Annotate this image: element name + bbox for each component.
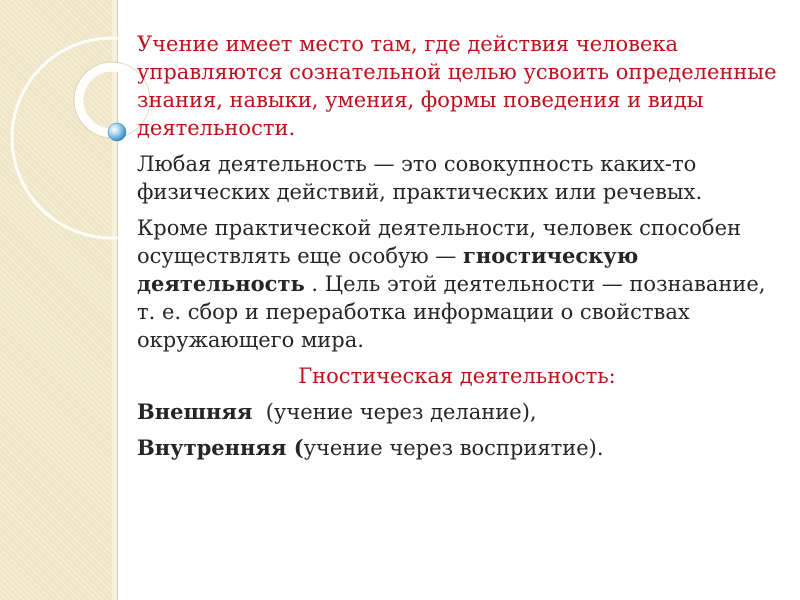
small-ring-decoration (79, 67, 145, 133)
gnostic-paragraph-rest: . Цель этой деятельности — познавание, т. е. сбор и переработка информации о свойствах окружающего мира. (137, 272, 766, 352)
external-label: Внешняя (137, 399, 253, 424)
external-description: (учение через делание), (252, 400, 537, 424)
learning-definition-paragraph: Учение имеет место там, где действия человека управляются сознательной целью усвоить определенные знания, навыки, умения, формы поведения и виды деятельности. (137, 32, 777, 140)
slide-text-body (137, 30, 777, 470)
gnostic-activity-paragraph (137, 214, 777, 354)
gnostic-activity-heading: Гностическая деятельность: (298, 364, 616, 388)
gnostic-paragraph-intro: Кроме практической деятельности, человек способен осуществлять еще особую — (137, 216, 741, 268)
activity-definition-paragraph: Любая деятельность — это совокупность каких-то физических действий, практических или речевых. (137, 152, 703, 204)
external-learning-item (137, 398, 777, 426)
internal-learning-item (137, 434, 777, 462)
gnostic-activity-term: гностическую деятельность (137, 243, 639, 296)
blue-bubble-decoration (108, 123, 126, 141)
internal-description: учение через восприятие). (303, 436, 604, 460)
internal-label: Внутренняя ( (137, 435, 304, 460)
